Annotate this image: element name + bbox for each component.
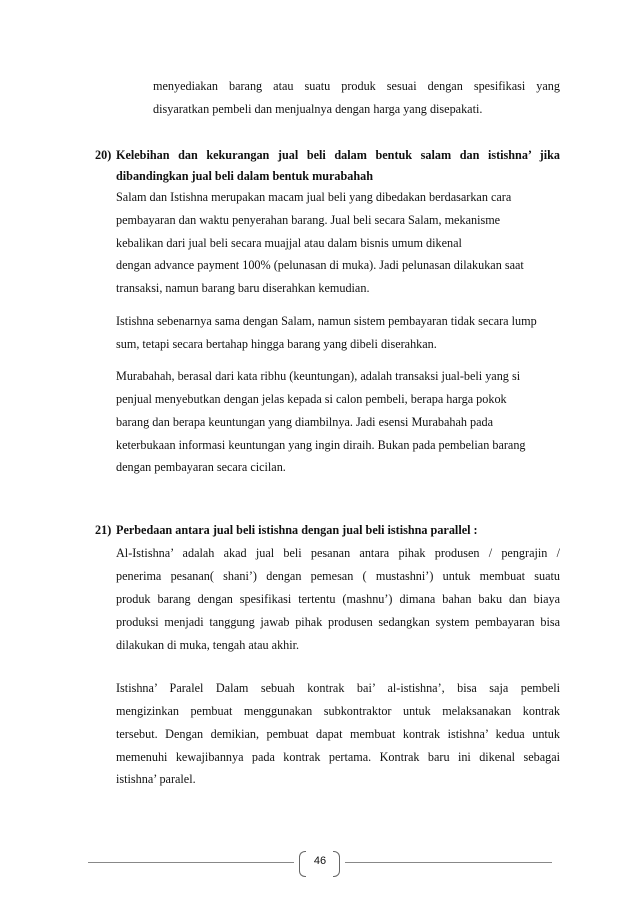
section-20-p3-line-1: Murabahah, berasal dari kata ribhu (keuntungan), adalah transaksi jual-beli yang si: [116, 369, 521, 383]
section-21-p1-line-4: produksi menjadi tanggung jawab pihak produsen sedangkan system pembayaran bisa: [116, 615, 560, 629]
section-20-p3-line-2: penjual menyebutkan dengan jelas kepada si calon pembeli, berapa harga pokok: [116, 392, 507, 406]
section-20-p3-line-5: dengan pembayaran secara cicilan.: [116, 460, 286, 474]
section-20-p1-line-4: dengan advance payment 100% (pelunasan di muka). Jadi pelunasan dilakukan saat: [116, 258, 524, 272]
footer-bracket-right: [333, 851, 340, 877]
section-20-p1-line-3: kebalikan dari jual beli secara muajjal atau dalam bisnis umum dikenal: [116, 236, 462, 250]
section-20-p2-line-2: sum, tetapi secara bertahap hingga barang yang dibeli diserahkan.: [116, 337, 437, 351]
section-20-p3-line-4: keterbukaan informasi keuntungan yang ingin diraih. Bukan pada pembelian barang: [116, 438, 526, 452]
section-21-p1-line-3: produk barang dengan spesifikasi tertentu (mashnu’) dimana bahan baku dan biaya: [116, 592, 560, 606]
section-20-heading-line-1: Kelebihan dan kekurangan jual beli dalam bentuk salam dan istishna’ jika: [116, 148, 560, 162]
intro-line-1: menyediakan barang atau suatu produk sesuai dengan spesifikasi yang: [153, 79, 560, 93]
section-20-heading-line-2: dibandingkan jual beli dalam bentuk murabahah: [116, 169, 374, 183]
section-21-p2-line-1: Istishna’ Paralel Dalam sebuah kontrak bai’ al-istishna’, bisa saja pembeli: [116, 681, 560, 695]
section-21-number: 21): [95, 523, 112, 537]
section-21-p2-line-2: mengizinkan pembuat menggunakan subkontraktor untuk melaksanakan kontrak: [116, 704, 560, 718]
section-21-p1-line-1: Al-Istishna’ adalah akad jual beli pesanan antara pihak produsen / pengrajin /: [116, 546, 560, 560]
section-20-p3-line-3: barang dan berapa keuntungan yang diambilnya. Jadi esensi Murabahah pada: [116, 415, 494, 429]
section-21-p2-line-3: tersebut. Dengan demikian, pembuat dapat membuat kontrak istishna’ kedua untuk: [116, 727, 560, 741]
section-21-p2-line-4: memenuhi kewajibannya pada kontrak pertama. Kontrak baru ini dikenal sebagai: [116, 750, 560, 764]
section-20-p1-line-1: Salam dan Istishna merupakan macam jual beli yang dibedakan berdasarkan cara: [116, 190, 512, 204]
intro-line-2: disyaratkan pembeli dan menjualnya dengan harga yang disepakati.: [153, 102, 483, 116]
page-number: 46: [313, 855, 327, 867]
section-21-p1-line-5: dilakukan di muka, tengah atau akhir.: [116, 638, 300, 652]
section-21-p1-line-2: penerima pesanan( shani’) dengan pemesan ( mustashni’) untuk membuat suatu: [116, 569, 560, 583]
section-20-number: 20): [95, 148, 112, 162]
section-20-p1-line-2: pembayaran dan waktu penyerahan barang. Jual beli secara Salam, mekanisme: [116, 213, 501, 227]
footer-rule-right: [345, 862, 552, 863]
section-20-p2-line-1: Istishna sebenarnya sama dengan Salam, namun sistem pembayaran tidak secara lump: [116, 314, 537, 328]
footer-rule-left: [88, 862, 294, 863]
section-21-p2-line-5: istishna’ paralel.: [116, 772, 196, 786]
section-21-heading: Perbedaan antara jual beli istishna dengan jual beli istishna parallel :: [116, 523, 478, 537]
section-20-p1-line-5: transaksi, namun barang baru diserahkan kemudian.: [116, 281, 370, 295]
footer-bracket-left: [299, 851, 306, 877]
